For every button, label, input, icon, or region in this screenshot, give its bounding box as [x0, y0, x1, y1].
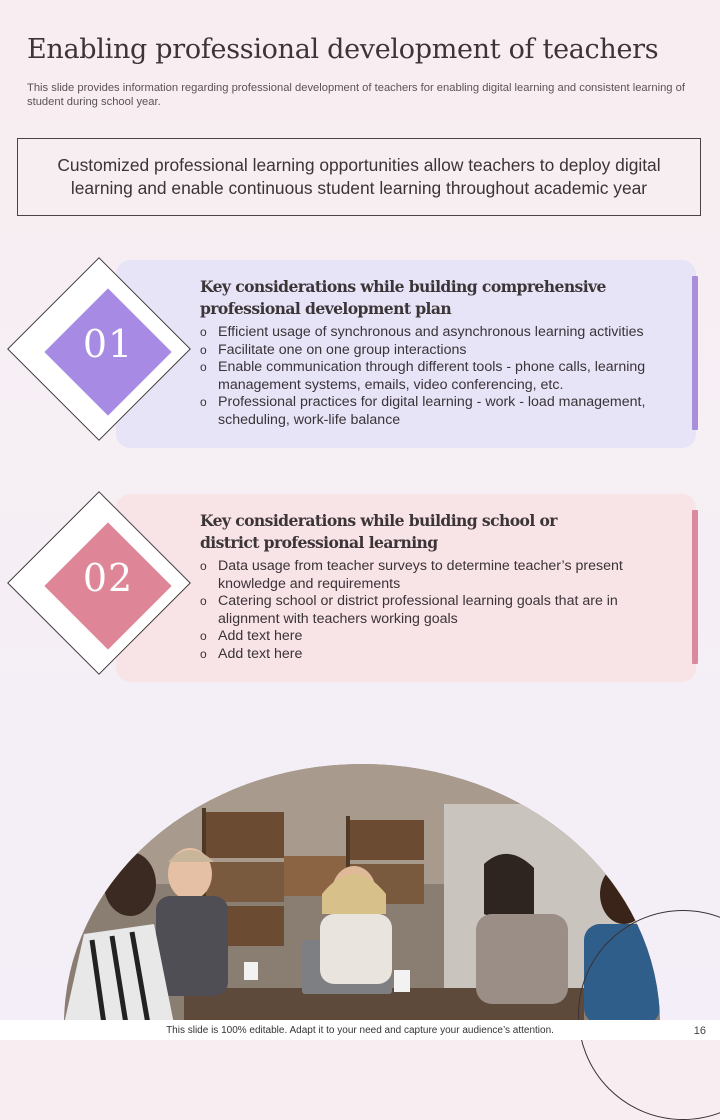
bullet-icon: o — [200, 395, 207, 410]
meeting-photo-illustration — [64, 764, 660, 1020]
section-01-bullets — [200, 324, 680, 430]
page-number: 16 — [693, 1025, 706, 1037]
section-02 — [0, 492, 720, 684]
bullet-icon: o — [200, 342, 207, 357]
meeting-photo-arch — [64, 764, 660, 1020]
bullet-icon: o — [200, 360, 207, 375]
callout-text: Customized professional learning opportunities allow teachers to deploy digital learning and enable continuous student learning throughout academic year — [57, 155, 661, 198]
meeting-photo — [64, 764, 660, 1020]
bullet-icon: o — [200, 594, 207, 609]
list-item: o Efficient usage of synchronous and asynchronous learning activities — [200, 324, 644, 340]
section-01-heading — [200, 276, 640, 320]
list-item: o Data usage from teacher surveys to determine teacher’s present knowledge and requirements — [200, 558, 623, 592]
list-item: o Add text here — [200, 645, 303, 662]
bullet-icon: o — [200, 559, 207, 573]
section-02-heading-line1: Key considerations while building school or — [200, 511, 557, 530]
list-item: o Facilitate one on one group interactions — [200, 341, 467, 358]
section-02-accent-bar — [692, 510, 698, 664]
list-item: o Professional practices for digital learning - work - load management, scheduling, work-life balance — [200, 394, 646, 428]
page-subtitle: This slide provides information regarding professional development of teachers for enabling digital learning and consistent learning of student during school year. — [27, 82, 685, 108]
section-01-heading-line2: professional development plan — [200, 299, 452, 318]
page-title: Enabling professional development of teachers — [27, 34, 659, 65]
section-02-heading — [200, 510, 640, 554]
list-item: o Catering school or district professional learning goals that are in alignment with teachers working goals — [200, 593, 618, 627]
section-01-heading-line1: Key considerations while building comprehensive — [200, 277, 606, 296]
section-01-accent-bar — [692, 276, 698, 430]
section-02-bullets — [200, 558, 680, 664]
bullet-icon: o — [200, 629, 207, 644]
section-01-number: 01 — [82, 322, 134, 366]
section-01 — [0, 258, 720, 450]
section-02-number: 02 — [82, 556, 134, 600]
bullet-icon: o — [200, 325, 207, 339]
footer-note: This slide is 100% editable. Adapt it to your need and capture your audience’s attention. — [166, 1025, 554, 1036]
bullet-icon: o — [200, 646, 207, 661]
list-item: o Enable communication through different tools - phone calls, learning management systems, emails, video conferencing, etc. — [200, 359, 646, 393]
callout-box — [17, 138, 701, 216]
list-item: o Add text here — [200, 628, 303, 645]
section-02-heading-line2: district professional learning — [200, 533, 438, 552]
